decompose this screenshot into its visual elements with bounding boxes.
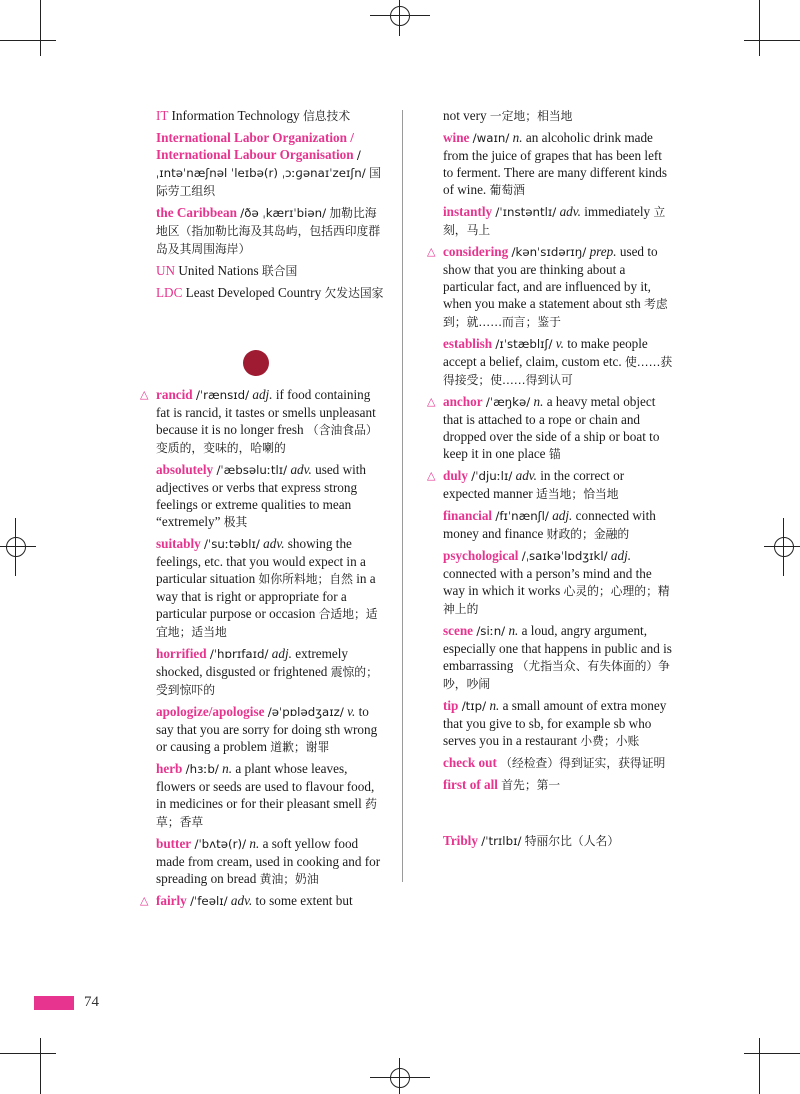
- headword: instantly: [443, 204, 493, 219]
- registration-mark: [774, 537, 794, 557]
- entry: [443, 335, 673, 389]
- translation: 国际劳工组织: [156, 166, 381, 198]
- definition: connected with a person’s mind and the way in which it works: [443, 566, 652, 598]
- definition: immediately: [584, 204, 651, 219]
- entry: [156, 760, 386, 831]
- crop-mark: [0, 1053, 56, 1054]
- headword: financial: [443, 508, 493, 523]
- phonetic: /kənˈsɪdərɪŋ/: [511, 245, 587, 259]
- headword: rancid: [156, 387, 193, 402]
- definition: to some extent but: [255, 893, 353, 908]
- entry: [156, 703, 386, 756]
- crop-mark: [744, 1053, 800, 1054]
- headword: anchor: [443, 394, 483, 409]
- headword: Tribly: [443, 833, 478, 848]
- right-phrases: [443, 754, 673, 798]
- entry: [443, 832, 673, 850]
- definition: in a way that is right or appropriate for a particular purpose or occasion: [156, 571, 376, 621]
- phonetic: /siːn/: [476, 624, 506, 638]
- registration-mark: [6, 537, 26, 557]
- left-column-bottom: [140, 386, 386, 914]
- translation: 欠发达国家: [324, 286, 384, 300]
- translation: 如你所料地；自然: [258, 572, 353, 586]
- phonetic: /ˈæŋkə/: [485, 395, 531, 409]
- part-of-speech: n.: [249, 836, 260, 851]
- registration-mark: [370, 15, 430, 16]
- registration-mark: [399, 0, 400, 36]
- expansion: Least Developed Country: [185, 285, 322, 300]
- entry: [427, 393, 673, 463]
- entry: [443, 203, 673, 239]
- headword: LDC: [156, 285, 183, 300]
- part-of-speech: n.: [533, 394, 544, 409]
- right-column: [427, 107, 673, 754]
- translation: 心灵的；心理的；精神上的: [443, 584, 670, 616]
- phonetic: /ɪˈstæblɪʃ/: [495, 337, 553, 351]
- definition: showing the feelings, etc. that you would expect in a particular situation: [156, 536, 366, 586]
- translation: 极其: [223, 515, 248, 529]
- phonetic: /ˈtrɪlbɪ/: [481, 834, 522, 848]
- definition: to make people accept a belief, claim, custom etc.: [443, 336, 648, 369]
- phonetic: /tɪp/: [461, 699, 487, 713]
- registration-mark: [370, 1077, 430, 1078]
- translation: 药草；香草: [156, 797, 377, 829]
- registration-mark: [15, 518, 16, 576]
- headword: duly: [443, 468, 468, 483]
- crop-mark: [40, 0, 41, 56]
- crop-mark: [759, 0, 760, 56]
- headword: butter: [156, 836, 192, 851]
- section-dot: [243, 350, 269, 376]
- entry: [156, 262, 386, 280]
- translation: 联合国: [261, 264, 298, 278]
- registration-mark: [390, 1068, 410, 1088]
- headword: apologize/apologise: [156, 704, 265, 719]
- entry: [140, 386, 386, 457]
- definition: used with adjectives or verbs that express strong feelings or extreme qualities to mean “extremely”: [156, 462, 367, 529]
- translation: 一定地；相当地: [489, 109, 573, 123]
- right-names: [443, 832, 673, 854]
- translation: 小费；小账: [580, 734, 640, 748]
- phonetic: /ˈhɒrɪfaɪd/: [209, 647, 269, 661]
- headword: absolutely: [156, 462, 214, 477]
- definition: to say that you are sorry for doing sth wrong or causing a problem: [156, 704, 378, 754]
- translation: 葡萄酒: [489, 183, 525, 197]
- part-of-speech: prep.: [589, 244, 617, 259]
- translation: 合适地；适宜地；适当地: [156, 607, 378, 639]
- phonetic: /ˈfeəlɪ/: [190, 894, 228, 908]
- page-number: 74: [84, 994, 99, 1010]
- translation: 信息技术: [302, 109, 351, 123]
- phonetic: /ˈɪnstəntlɪ/: [495, 205, 557, 219]
- translation: （经检查）得到证实，获得证明: [500, 756, 666, 770]
- headword: herb: [156, 761, 183, 776]
- translation: 黄油；奶油: [259, 872, 319, 886]
- expansion: Information Technology: [171, 108, 300, 123]
- phonetic: /hɜːb/: [185, 762, 219, 776]
- definition: a plant whose leaves, flowers or seeds are used to flavour food, in medicines or for their pleasant smell: [156, 761, 375, 811]
- translation: （含油食品）变质的，变味的，哈喇的: [156, 423, 378, 455]
- part-of-speech: v.: [555, 336, 564, 351]
- part-of-speech: adj.: [552, 508, 573, 523]
- entry-continuation: [443, 107, 673, 125]
- registration-mark: [764, 546, 800, 547]
- part-of-speech: adv.: [263, 536, 285, 551]
- definition: not very: [443, 108, 487, 123]
- part-of-speech: adv.: [290, 462, 312, 477]
- phonetic: /ˌsaɪkəˈlɒdʒɪkl/: [521, 549, 608, 563]
- phonetic: /waɪn/: [472, 131, 510, 145]
- definition: connected with money and finance: [443, 508, 656, 541]
- headword: wine: [443, 130, 470, 145]
- entry: [443, 622, 673, 693]
- triangle-icon: △: [140, 388, 149, 401]
- entry: [443, 507, 673, 543]
- translation: 震惊的；受到惊吓的: [156, 665, 378, 697]
- phonetic: /ˌɪntəˈnæʃnəl ˈleɪbə(r) ˌɔːɡənaɪˈzeɪʃn/: [156, 148, 366, 180]
- entry: [156, 129, 386, 200]
- translation: 立刻，马上: [443, 205, 666, 237]
- headword: first of all: [443, 777, 498, 792]
- crop-mark: [40, 1038, 41, 1094]
- entry: [427, 467, 673, 503]
- part-of-speech: n.: [489, 698, 500, 713]
- translation: 考虑到；就……而言；鉴于: [443, 297, 668, 329]
- headword: psychological: [443, 548, 519, 563]
- headword: suitably: [156, 536, 201, 551]
- phonetic: /ðə ˌkærɪˈbiən/: [240, 206, 327, 220]
- crop-mark: [744, 40, 800, 41]
- definition: a small amount of extra money that you give to sb, for example sb who serves you in a restaurant: [443, 698, 667, 748]
- column-divider: [402, 110, 403, 882]
- definition: an alcoholic drink made from the juice of grapes that has been left to ferment. There are many different kinds of wine.: [443, 130, 667, 197]
- definition: used to show that you are thinking about a particular fact, and are influenced by it, when you make a statement about sth: [443, 244, 658, 311]
- headword: considering: [443, 244, 509, 259]
- headword: establish: [443, 336, 493, 351]
- entry: [443, 754, 673, 772]
- part-of-speech: adj.: [252, 387, 273, 402]
- entry: [156, 107, 386, 125]
- part-of-speech: n.: [222, 761, 233, 776]
- translation: 使……获得接受；使……得到认可: [443, 355, 673, 387]
- entry: [427, 243, 673, 331]
- entry: [156, 535, 386, 641]
- part-of-speech: n.: [512, 130, 523, 145]
- entry: [443, 547, 673, 618]
- translation: 锚: [548, 447, 561, 461]
- definition: if food containing fat is rancid, it tastes or smells unpleasant because it is no longer fresh: [156, 387, 376, 437]
- entry: [156, 645, 386, 699]
- definition: a soft yellow food made from cream, used in cooking and for spreading on bread: [156, 836, 381, 886]
- translation: 财政的；金融的: [546, 527, 630, 541]
- definition: a heavy metal object that is attached to a rope or chain and dropped over the side of a ship or boat to keep it in one place: [443, 394, 660, 461]
- phonetic: /ˈæbsəluːtlɪ/: [216, 463, 288, 477]
- phonetic: /ˈrænsɪd/: [195, 388, 250, 402]
- entry: [156, 284, 386, 302]
- headword: tip: [443, 698, 459, 713]
- phonetic: /ˈbʌtə(r)/: [194, 837, 247, 851]
- definition: a loud, angry argument, especially one that happens in public and is embarrassing: [443, 623, 672, 673]
- crop-mark: [759, 1038, 760, 1094]
- triangle-icon: △: [427, 469, 436, 482]
- headword: scene: [443, 623, 474, 638]
- registration-mark: [390, 6, 410, 26]
- translation: 首先；第一: [501, 778, 561, 792]
- registration-mark: [0, 546, 36, 547]
- phonetic: /əˈpɒlədʒaɪz/: [267, 705, 344, 719]
- definition: in the correct or expected manner: [443, 468, 625, 501]
- headword: International Labor Organization / International Labour Organisation: [156, 130, 354, 162]
- part-of-speech: adj.: [610, 548, 632, 563]
- entry: [156, 461, 386, 531]
- headword: the Caribbean: [156, 205, 237, 220]
- translation: 道歉；谢罪: [270, 740, 330, 754]
- part-of-speech: adv.: [515, 468, 537, 483]
- phonetic: /fɪˈnænʃl/: [495, 509, 549, 523]
- headword: horrified: [156, 646, 207, 661]
- headword: check out: [443, 755, 497, 770]
- headword: UN: [156, 263, 176, 278]
- translation: （尤指当众、有失体面的）争吵，吵闹: [443, 659, 670, 691]
- registration-mark: [783, 518, 784, 576]
- triangle-icon: △: [140, 894, 149, 907]
- page-number-bar: [34, 996, 74, 1010]
- crop-mark: [0, 40, 56, 41]
- entry: [156, 835, 386, 888]
- part-of-speech: adv.: [559, 204, 581, 219]
- phonetic: /ˈsuːtəblɪ/: [204, 537, 260, 551]
- part-of-speech: adj.: [271, 646, 292, 661]
- triangle-icon: △: [427, 245, 436, 258]
- part-of-speech: n.: [508, 623, 519, 638]
- triangle-icon: △: [427, 395, 436, 408]
- part-of-speech: v.: [347, 704, 356, 719]
- left-column-top: [156, 107, 386, 306]
- entry: [156, 204, 386, 258]
- headword: fairly: [156, 893, 187, 908]
- expansion: United Nations: [178, 263, 259, 278]
- translation: 特丽尔比（人名）: [524, 834, 620, 848]
- translation: 适当地；恰当地: [536, 487, 619, 501]
- entry: [443, 776, 673, 794]
- translation: 加勒比海地区（指加勒比海及其岛屿，包括西印度群岛及其周围海岸）: [156, 206, 381, 256]
- headword: IT: [156, 108, 169, 123]
- phonetic: /ˈdjuːlɪ/: [471, 469, 513, 483]
- entry: [443, 129, 673, 199]
- entry: [443, 697, 673, 750]
- part-of-speech: adv.: [230, 893, 253, 908]
- definition: extremely shocked, disgusted or frightened: [156, 646, 348, 679]
- entry: [140, 892, 386, 910]
- registration-mark: [399, 1058, 400, 1094]
